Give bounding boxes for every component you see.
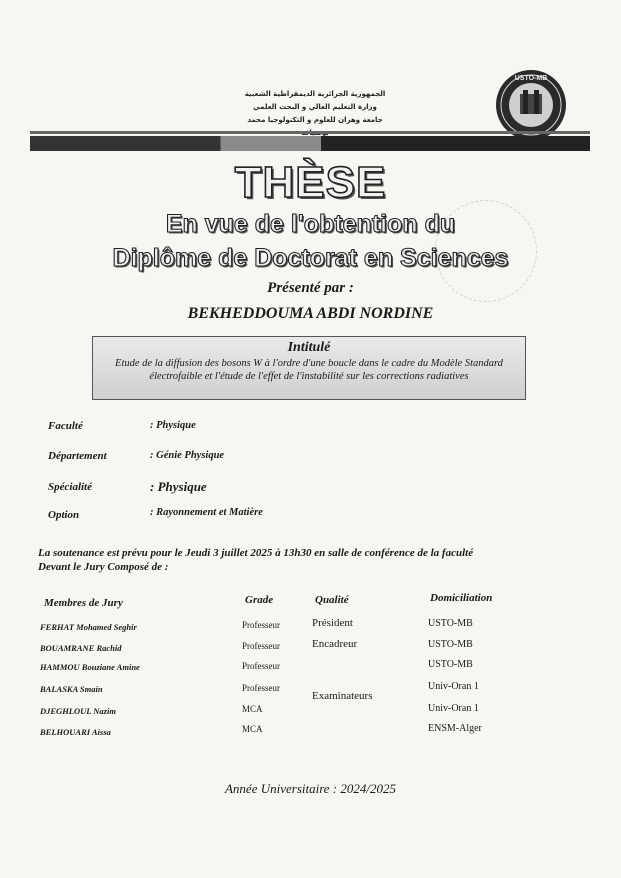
jury-member-name: DJEGHLOUL Nazim bbox=[40, 706, 116, 716]
jury-header-grade: Grade bbox=[245, 594, 274, 606]
jury-member-name: BOUAMRANE Rachid bbox=[40, 643, 122, 653]
specialite-label: Spécialité bbox=[48, 481, 92, 493]
jury-member-domiciliation: USTO-MB bbox=[428, 618, 473, 629]
header-divider-thin bbox=[30, 131, 590, 134]
arabic-line-university: جامعة وهران للعلوم و التكنولوجيا محمد bbox=[247, 116, 383, 124]
subtitle-line-1: En vue de l'obtention du bbox=[165, 210, 456, 238]
intitule-text: Etude de la diffusion des bosons W à l'ordre d'une boucle dans le cadre du Modèle Standard électrofaible et l'étude de l'effet de l'instabilité sur les corrections radiatives bbox=[115, 358, 503, 382]
jury-member-grade: MCA bbox=[242, 704, 263, 714]
jury-member-domiciliation: Univ-Oran 1 bbox=[428, 703, 479, 714]
jury-member-name: FERHAT Mohamed Seghir bbox=[40, 622, 137, 632]
header-divider-bar bbox=[30, 136, 590, 151]
jury-member-grade: Professeur bbox=[242, 620, 280, 630]
jury-member-domiciliation: Univ-Oran 1 bbox=[428, 681, 479, 692]
jury-member-domiciliation: USTO-MB bbox=[428, 639, 473, 650]
jury-member-grade: Professeur bbox=[242, 661, 280, 671]
presented-by-label: Présenté par : bbox=[267, 280, 354, 296]
intitule-heading: Intitulé bbox=[287, 340, 331, 355]
jury-member-name: BALASKA Smain bbox=[40, 684, 103, 694]
arabic-line-ministry: وزارة التعليم العالي و البحث العلمي bbox=[253, 103, 377, 111]
specialite-value: : Physique bbox=[150, 479, 207, 494]
defense-line-2: Devant le Jury Composé de : bbox=[38, 561, 169, 573]
jury-member-domiciliation: USTO-MB bbox=[428, 659, 473, 670]
intitule-box bbox=[92, 336, 526, 400]
faculte-value: : Physique bbox=[150, 420, 196, 431]
jury-header-domiciliation: Domiciliation bbox=[430, 592, 493, 604]
svg-text:USTO-MB: USTO-MB bbox=[514, 75, 548, 82]
arabic-line-republic: الجمهورية الجزائرية الديمقراطية الشعبية bbox=[244, 90, 386, 98]
jury-member-domiciliation: ENSM-Alger bbox=[428, 723, 482, 734]
departement-value: : Génie Physique bbox=[150, 450, 225, 461]
jury-header-role: Qualité bbox=[315, 594, 349, 606]
jury-role-examinateurs: Examinateurs bbox=[312, 690, 373, 702]
jury-member-grade: MCA bbox=[242, 724, 263, 734]
jury-member-grade: Professeur bbox=[242, 683, 280, 693]
thesis-title: THÈSE bbox=[234, 158, 387, 207]
jury-member-grade: Professeur bbox=[242, 641, 280, 651]
jury-header-members: Membres de Jury bbox=[44, 597, 123, 609]
subtitle-line-2: Diplôme de Doctorat en Sciences bbox=[112, 244, 509, 272]
faculte-label: Faculté bbox=[48, 420, 83, 432]
option-value: : Rayonnement et Matière bbox=[150, 507, 263, 518]
jury-role-president: Président bbox=[312, 617, 353, 629]
jury-member-name: BELHOUARI Aissa bbox=[40, 727, 111, 737]
defense-line-1: La soutenance est prévu pour le Jeudi 3 juillet 2025 à 13h30 en salle de conférence de la faculté bbox=[38, 547, 474, 559]
jury-role-encadreur: Encadreur bbox=[312, 638, 358, 650]
jury-member-name: HAMMOU Bouziane Amine bbox=[40, 662, 140, 672]
defense-announcement bbox=[38, 546, 598, 574]
departement-label: Département bbox=[48, 450, 107, 462]
academic-year: Année Universitaire : 2024/2025 bbox=[224, 781, 396, 796]
option-label: Option bbox=[48, 509, 80, 521]
author-name: BEKHEDDOUMA ABDI NORDINE bbox=[187, 305, 434, 322]
